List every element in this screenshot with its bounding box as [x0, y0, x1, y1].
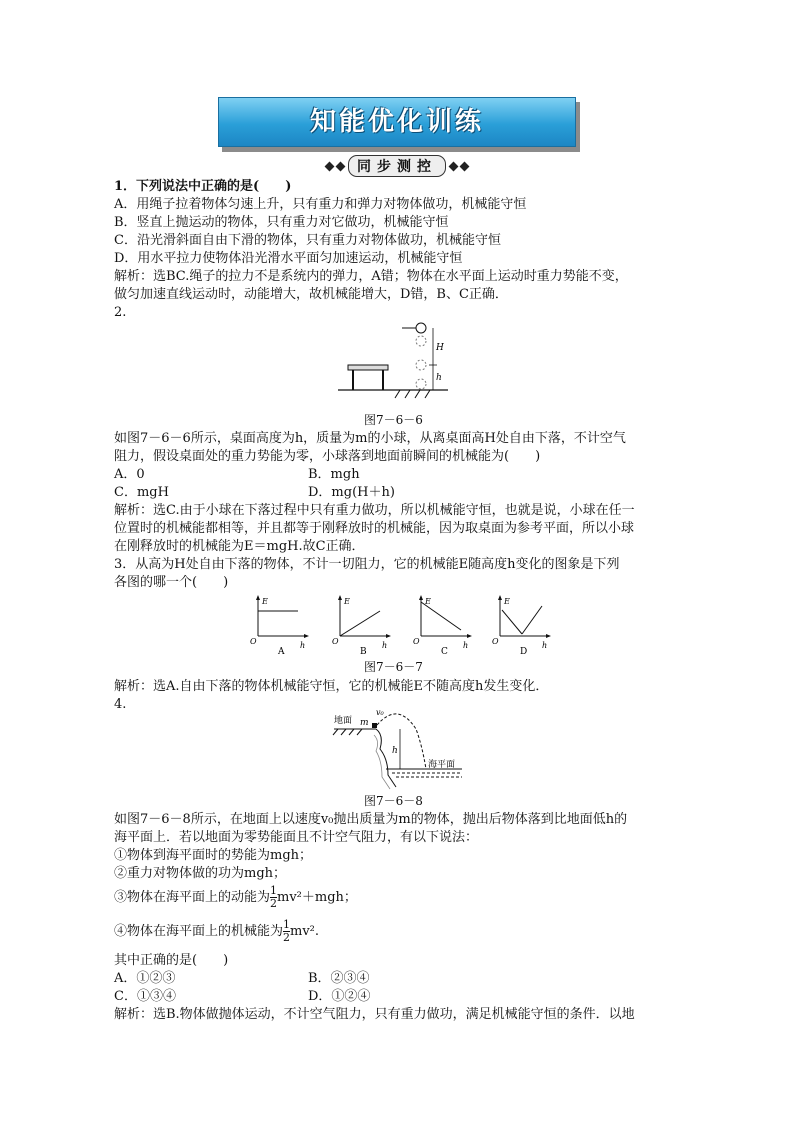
origin-label: O — [413, 637, 420, 646]
graph-label-d: D — [520, 647, 528, 656]
q2-option-b: B．mgh — [308, 467, 360, 482]
fraction-numerator: 1 — [283, 918, 291, 931]
fraction-denominator: 2 — [283, 931, 291, 944]
q1-option-a: A．用绳子拉着物体匀速上升，只有重力和弹力对物体做功，机械能守恒 — [114, 197, 527, 212]
q3-stem-cont: 各图的哪一个( ) — [114, 575, 229, 590]
q1-answer-cont: 做匀加速直线运动时，动能增大，故机械能增大，D错，B、C正确． — [114, 287, 508, 302]
axis-e-label: E — [425, 597, 431, 606]
q4-answer: 解析：选B.物体做抛体运动，不计空气阻力，只有重力做功，满足机械能守恒的条件．以地 — [114, 1007, 635, 1022]
q4-figure-cliff — [330, 705, 470, 791]
axis-h-label: h — [300, 641, 306, 650]
q2-figure-table-ball — [338, 320, 448, 412]
graph-a — [248, 594, 312, 656]
axis-h-label: h — [463, 641, 469, 650]
graph-d — [490, 594, 554, 656]
q4-question: 其中正确的是( ) — [114, 953, 229, 968]
section-header — [310, 155, 484, 177]
axis-e-label: E — [344, 597, 350, 606]
q1-option-b: B．竖直上抛运动的物体，只有重力对它做功，机械能守恒 — [114, 215, 449, 230]
sea-level-label: 海平面 — [428, 760, 456, 770]
q2-option-c: C．mgH — [114, 485, 169, 500]
page-title: 知能优化训练 — [309, 107, 484, 137]
q2-stem-cont: 阻力，假设桌面处的重力势能为零，小球落到地面前瞬间的机械能为( ) — [114, 449, 541, 464]
origin-label: O — [250, 637, 257, 646]
q4-option-a: A．①②③ — [114, 971, 176, 986]
q4-statement-4 — [114, 917, 319, 947]
q2-answer-cont2: 在刚释放时的机械能为E＝mgH.故C正确． — [114, 539, 365, 554]
mass-label: m — [360, 718, 369, 728]
fraction-half — [283, 919, 290, 944]
q2-answer-cont: 位置时的机械能都相等，并且都等于刚释放时的机械能，因为取桌面为参考平面，所以小球 — [114, 521, 635, 536]
graph-label-c: C — [441, 647, 448, 656]
diamond-icon — [336, 161, 346, 171]
diamond-icon — [325, 161, 335, 171]
q3-answer: 解析：选A.自由下落的物体机械能守恒，它的机械能E不随高度h发生变化． — [114, 679, 549, 694]
q4-stem: 如图7－6－8所示，在地面上以速度v₀抛出质量为m的物体，抛出后物体落到比地面低h的 — [114, 812, 628, 827]
q4-option-d: D．①②④ — [308, 989, 371, 1004]
q4-stem-cont: 海平面上．若以地面为零势能面且不计空气阻力，有以下说法： — [114, 830, 479, 845]
statement-3-text: ③物体在海平面上的动能为 — [114, 890, 271, 905]
axis-e-label: E — [504, 597, 510, 606]
axis-e-label: E — [262, 597, 268, 606]
q2-answer: 解析：选C.由于小球在下落过程中只有重力做功，所以机械能守恒，也就是说，小球在任一 — [114, 503, 635, 518]
q4-option-c: C．①③④ — [114, 989, 176, 1004]
height-label-h: h — [436, 373, 442, 383]
q1-stem: 1．下列说法中正确的是( ) — [114, 179, 292, 194]
q2-number: 2. — [114, 305, 127, 320]
fraction-half — [270, 885, 277, 910]
title-banner — [218, 97, 576, 147]
q2-stem: 如图7－6－6所示，桌面高度为h，质量为m的小球，从离桌面高H处自由下落，不计空气 — [114, 431, 626, 446]
graph-label-b: B — [360, 647, 367, 656]
ground-label: 地面 — [334, 716, 353, 726]
height-label-H: H — [436, 343, 444, 353]
axis-h-label: h — [382, 641, 388, 650]
q4-number: 4. — [114, 697, 127, 712]
q4-statement-2: ②重力对物体做的功为mgh； — [114, 866, 287, 881]
statement-4-expr: mv². — [290, 924, 320, 939]
graph-c — [411, 594, 475, 656]
q4-statement-1: ①物体到海平面时的势能为mgh； — [114, 848, 313, 863]
velocity-label: v₀ — [376, 708, 384, 717]
q4-figure-caption: 图7－6－8 — [364, 794, 423, 808]
origin-label: O — [332, 637, 339, 646]
q1-option-d: D．用水平拉力使物体沿光滑水平面匀加速运动，机械能守恒 — [114, 251, 463, 266]
q2-option-d: D．mg(H＋h) — [308, 485, 395, 500]
axis-h-label: h — [542, 641, 548, 650]
q3-stem: 3．从高为H处自由下落的物体，不计一切阻力，它的机械能E随高度h变化的图象是下列 — [114, 557, 620, 572]
statement-3-expr: mv²＋mgh； — [277, 890, 357, 905]
q2-figure-caption: 图7－6－6 — [364, 413, 423, 427]
diamond-icon — [449, 161, 459, 171]
fraction-denominator: 2 — [270, 897, 278, 910]
origin-label: O — [492, 637, 499, 646]
q4-option-b: B．②③④ — [308, 971, 370, 986]
graph-b — [330, 594, 394, 656]
q1-answer: 解析：选BC.绳子的拉力不是系统内的弹力，A错；物体在水平面上运动时重力势能不变， — [114, 269, 628, 284]
diamond-icon — [460, 161, 470, 171]
q2-option-a: A．0 — [114, 467, 145, 482]
height-label-h: h — [392, 746, 398, 756]
q3-figure-caption: 图7－6－7 — [364, 660, 423, 674]
fraction-numerator: 1 — [270, 884, 278, 897]
section-title: 同步测控 — [348, 155, 446, 177]
graph-label-a: A — [278, 647, 285, 656]
q4-statement-3 — [114, 883, 357, 913]
statement-4-text: ④物体在海平面上的机械能为 — [114, 924, 284, 939]
q1-option-c: C．沿光滑斜面自由下滑的物体，只有重力对物体做功，机械能守恒 — [114, 233, 501, 248]
